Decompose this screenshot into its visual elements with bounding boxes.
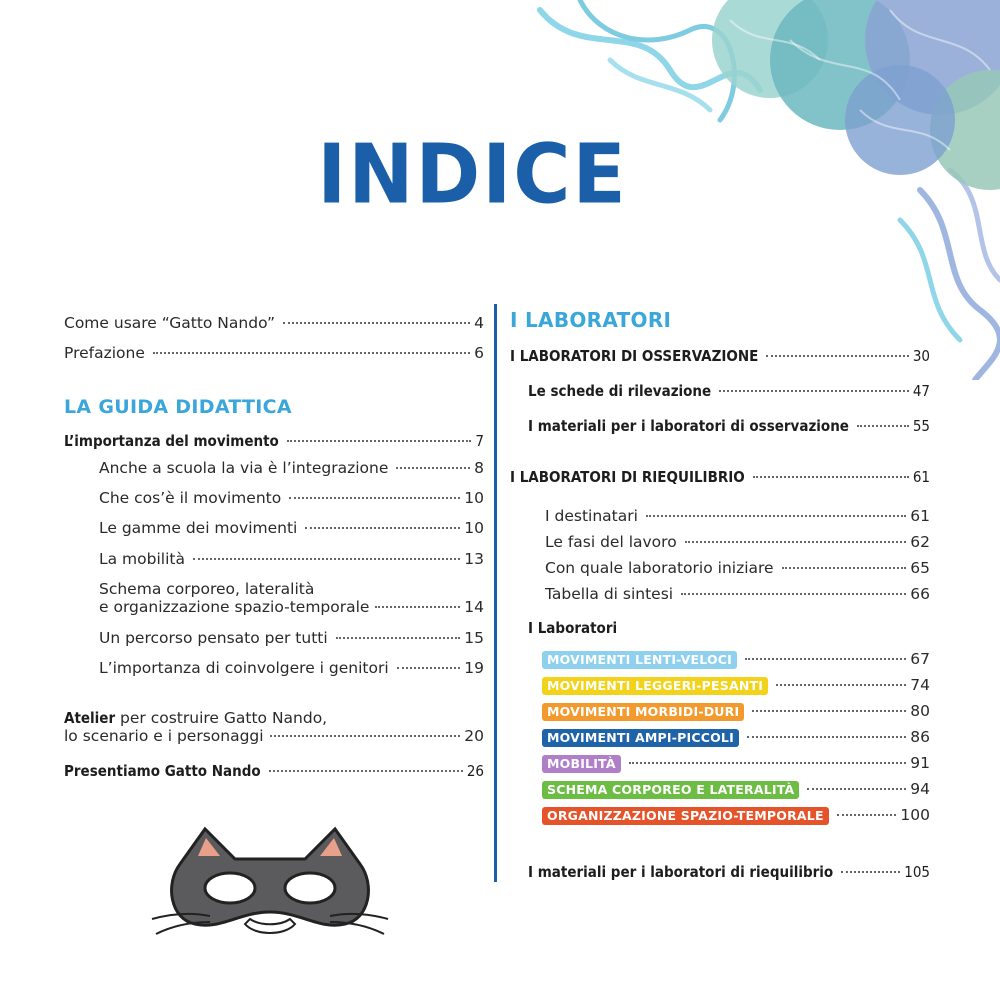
page-title: INDICE (317, 127, 628, 223)
entry-label: La mobilità (99, 550, 185, 568)
lab-entry[interactable] (542, 728, 930, 747)
entry-label-line2: e organizzazione spazio-temporale (99, 598, 370, 616)
entry-label: I LABORATORI DI OSSERVAZIONE (510, 347, 759, 365)
page-number: 10 (464, 489, 484, 507)
entry-label: I materiali per i laboratori di riequilibrio (528, 863, 834, 881)
page-number: 10 (464, 519, 484, 537)
lab-tag: MOVIMENTI AMPI-PICCOLI (542, 729, 739, 747)
page-number: 105 (904, 863, 930, 881)
leader-dots (719, 390, 909, 392)
leader-dots (289, 497, 460, 499)
toc-entry[interactable] (99, 459, 484, 477)
toc-entry-main[interactable] (510, 347, 930, 365)
entry-label: Come usare “Gatto Nando” (64, 314, 276, 332)
eye-hole-right (285, 873, 335, 903)
lab-entry[interactable] (542, 650, 930, 669)
page-number: 80 (910, 702, 930, 720)
toc-entry[interactable] (64, 314, 484, 332)
toc-entry-main[interactable] (64, 432, 484, 450)
section-heading: I LABORATORI (510, 308, 672, 332)
page-number: 6 (474, 344, 484, 362)
toc-entry[interactable] (64, 344, 484, 362)
toc-entry[interactable] (528, 382, 930, 400)
leader-dots (857, 425, 909, 427)
entry-label: Che cos’è il movimento (99, 489, 282, 507)
toc-entry[interactable] (528, 863, 930, 881)
page-number: 30 (912, 347, 930, 365)
lab-entry[interactable] (542, 754, 930, 773)
leader-dots (153, 352, 470, 354)
leader-dots (629, 762, 907, 764)
toc-entry[interactable] (99, 629, 484, 647)
page-number: 67 (910, 650, 930, 668)
leader-dots (305, 527, 460, 529)
toc-entry-atelier[interactable] (64, 709, 484, 745)
page-number: 91 (910, 754, 930, 772)
leader-dots (287, 440, 472, 442)
lab-entry[interactable] (542, 702, 930, 721)
page-number: 47 (912, 382, 930, 400)
atelier-rest: per costruire Gatto Nando, (115, 709, 328, 727)
leader-dots (283, 322, 470, 324)
entry-label: Le gamme dei movimenti (99, 519, 298, 537)
leader-dots (681, 593, 906, 595)
leader-dots (685, 541, 907, 543)
labs-heading: I Laboratori (528, 619, 618, 637)
muzzle (245, 919, 295, 933)
lab-entry[interactable] (542, 676, 930, 695)
section-heading: LA GUIDA DIDATTICA (64, 396, 292, 418)
lab-tag: MOBILITÀ (542, 755, 621, 773)
entry-label-line2: lo scenario e i personaggi (64, 727, 264, 745)
column-divider (494, 304, 497, 882)
page-number: 66 (910, 585, 930, 603)
leader-dots (782, 567, 907, 569)
page-number: 55 (912, 417, 930, 435)
page-number: 7 (475, 432, 484, 450)
page-number: 74 (910, 676, 930, 694)
leader-dots (766, 355, 908, 357)
cat-mask-illustration (150, 824, 390, 954)
page-number: 62 (910, 533, 930, 551)
entry-label: Le schede di rilevazione (528, 382, 712, 400)
lab-tag: MOVIMENTI LEGGERI-PESANTI (542, 677, 768, 695)
lab-tag: MOVIMENTI LENTI-VELOCI (542, 651, 737, 669)
page-number: 20 (464, 727, 484, 745)
page-number: 13 (464, 550, 484, 568)
entry-label: I LABORATORI DI RIEQUILIBRIO (510, 468, 745, 486)
leader-dots (270, 735, 461, 737)
toc-entry[interactable] (99, 580, 484, 616)
entry-label: L’importanza del movimento (64, 432, 279, 450)
page-number: 61 (910, 507, 930, 525)
toc-entry[interactable] (545, 559, 930, 577)
leader-dots (745, 658, 906, 660)
page-number: 94 (910, 780, 930, 798)
entry-label: I materiali per i laboratori di osservazione (528, 417, 849, 435)
leader-dots (841, 871, 900, 873)
toc-entry[interactable] (99, 659, 484, 677)
lab-tag: MOVIMENTI MORBIDI-DURI (542, 703, 744, 721)
toc-entry[interactable] (99, 550, 484, 568)
entry-label: Con quale laboratorio iniziare (545, 559, 774, 577)
entry-label: Le fasi del lavoro (545, 533, 677, 551)
page-number: 15 (464, 629, 484, 647)
leader-dots (269, 770, 463, 772)
toc-entry-main[interactable] (510, 468, 930, 486)
mask-shape (172, 829, 369, 925)
entry-label: Prefazione (64, 344, 145, 362)
eye-hole-left (205, 873, 255, 903)
entry-label: I destinatari (545, 507, 638, 525)
page-number: 26 (466, 762, 484, 780)
atelier-bold: Atelier (64, 709, 116, 727)
page-number: 86 (910, 728, 930, 746)
leader-dots (837, 814, 897, 816)
leader-dots (753, 476, 909, 478)
entry-label: Tabella di sintesi (545, 585, 674, 603)
leader-dots (646, 515, 906, 517)
lab-entry[interactable] (542, 780, 930, 799)
leader-dots (397, 667, 461, 669)
entry-label: Anche a scuola la via è l’integrazione (99, 459, 389, 477)
toc-entry[interactable] (528, 417, 930, 435)
toc-entry[interactable] (545, 533, 930, 551)
lab-tag: ORGANIZZAZIONE SPAZIO-TEMPORALE (542, 807, 829, 825)
entry-label: Presentiamo Gatto Nando (64, 762, 261, 780)
entry-label-line1: Schema corporeo, lateralità (99, 580, 315, 598)
page-number: 4 (474, 314, 484, 332)
lab-entry[interactable] (542, 806, 930, 825)
leader-dots (193, 558, 460, 560)
entry-label: Un percorso pensato per tutti (99, 629, 328, 647)
entry-label: L’importanza di coinvolgere i genitori (99, 659, 389, 677)
page-number: 65 (910, 559, 930, 577)
toc-entry[interactable] (545, 507, 930, 525)
leader-dots (375, 606, 460, 608)
page-number: 19 (464, 659, 484, 677)
page-number: 100 (900, 806, 930, 824)
toc-entry[interactable] (99, 489, 484, 507)
toc-entry[interactable] (545, 585, 930, 603)
lab-tag: SCHEMA CORPOREO E LATERALITÀ (542, 781, 799, 799)
page-number: 61 (912, 468, 930, 486)
leader-dots (336, 637, 461, 639)
leader-dots (752, 710, 906, 712)
page-number: 14 (464, 598, 484, 616)
leader-dots (747, 736, 906, 738)
toc-entry[interactable] (99, 519, 484, 537)
leader-dots (807, 788, 906, 790)
leader-dots (396, 467, 470, 469)
toc-entry-main[interactable] (64, 762, 484, 780)
leader-dots (776, 684, 906, 686)
page-number: 8 (474, 459, 484, 477)
